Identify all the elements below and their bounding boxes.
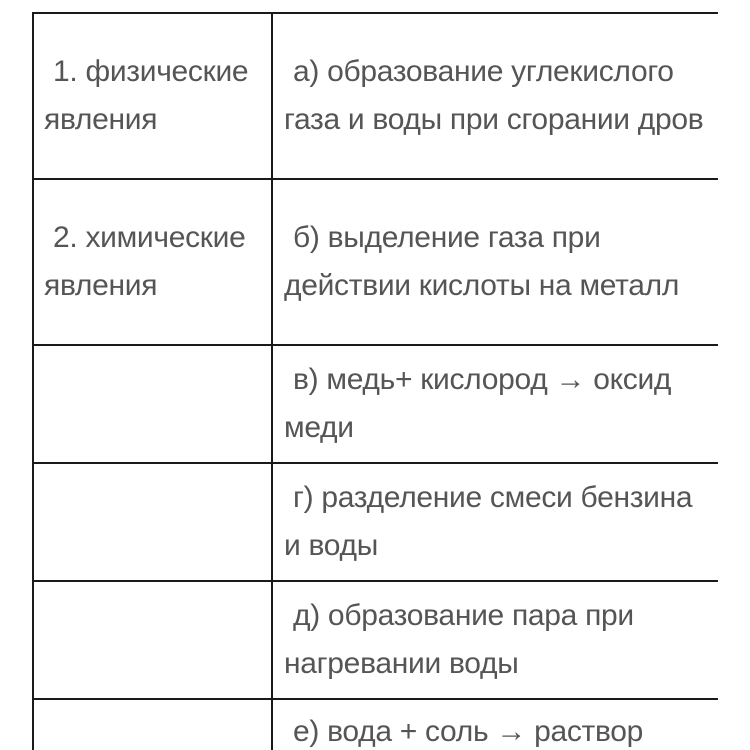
phenomenon-text: д) образование пара при нагревании воды xyxy=(284,599,634,680)
phenomenon-cell xyxy=(272,13,718,179)
category-cell-empty xyxy=(33,463,272,581)
category-label: 2. химические явления xyxy=(44,221,246,302)
category-label: 1. физические явления xyxy=(44,55,249,136)
category-cell xyxy=(33,13,272,179)
table-row xyxy=(33,179,718,345)
table-row xyxy=(33,699,718,750)
matching-table xyxy=(32,12,718,750)
category-cell xyxy=(33,179,272,345)
table-row xyxy=(33,345,718,463)
phenomenon-cell xyxy=(272,463,718,581)
phenomenon-cell xyxy=(272,179,718,345)
category-cell-empty xyxy=(33,345,272,463)
category-cell-empty xyxy=(33,699,272,750)
phenomenon-cell xyxy=(272,581,718,699)
table-row xyxy=(33,13,718,179)
phenomenon-text: а) образование углекислого газа и воды при сгорании дров xyxy=(284,55,704,136)
phenomenon-cell xyxy=(272,345,718,463)
phenomenon-text: б) выделение газа при действии кислоты на металл xyxy=(284,221,680,302)
category-cell-empty xyxy=(33,581,272,699)
table-row xyxy=(33,581,718,699)
phenomenon-cell xyxy=(272,699,718,750)
phenomenon-text: в) медь+ кислород → оксид меди xyxy=(284,363,672,444)
phenomenon-text: г) разделение смеси бензина и воды xyxy=(284,481,693,562)
table-row xyxy=(33,463,718,581)
matching-table-container xyxy=(32,12,718,750)
phenomenon-text: е) вода + соль → раствор xyxy=(293,715,644,748)
